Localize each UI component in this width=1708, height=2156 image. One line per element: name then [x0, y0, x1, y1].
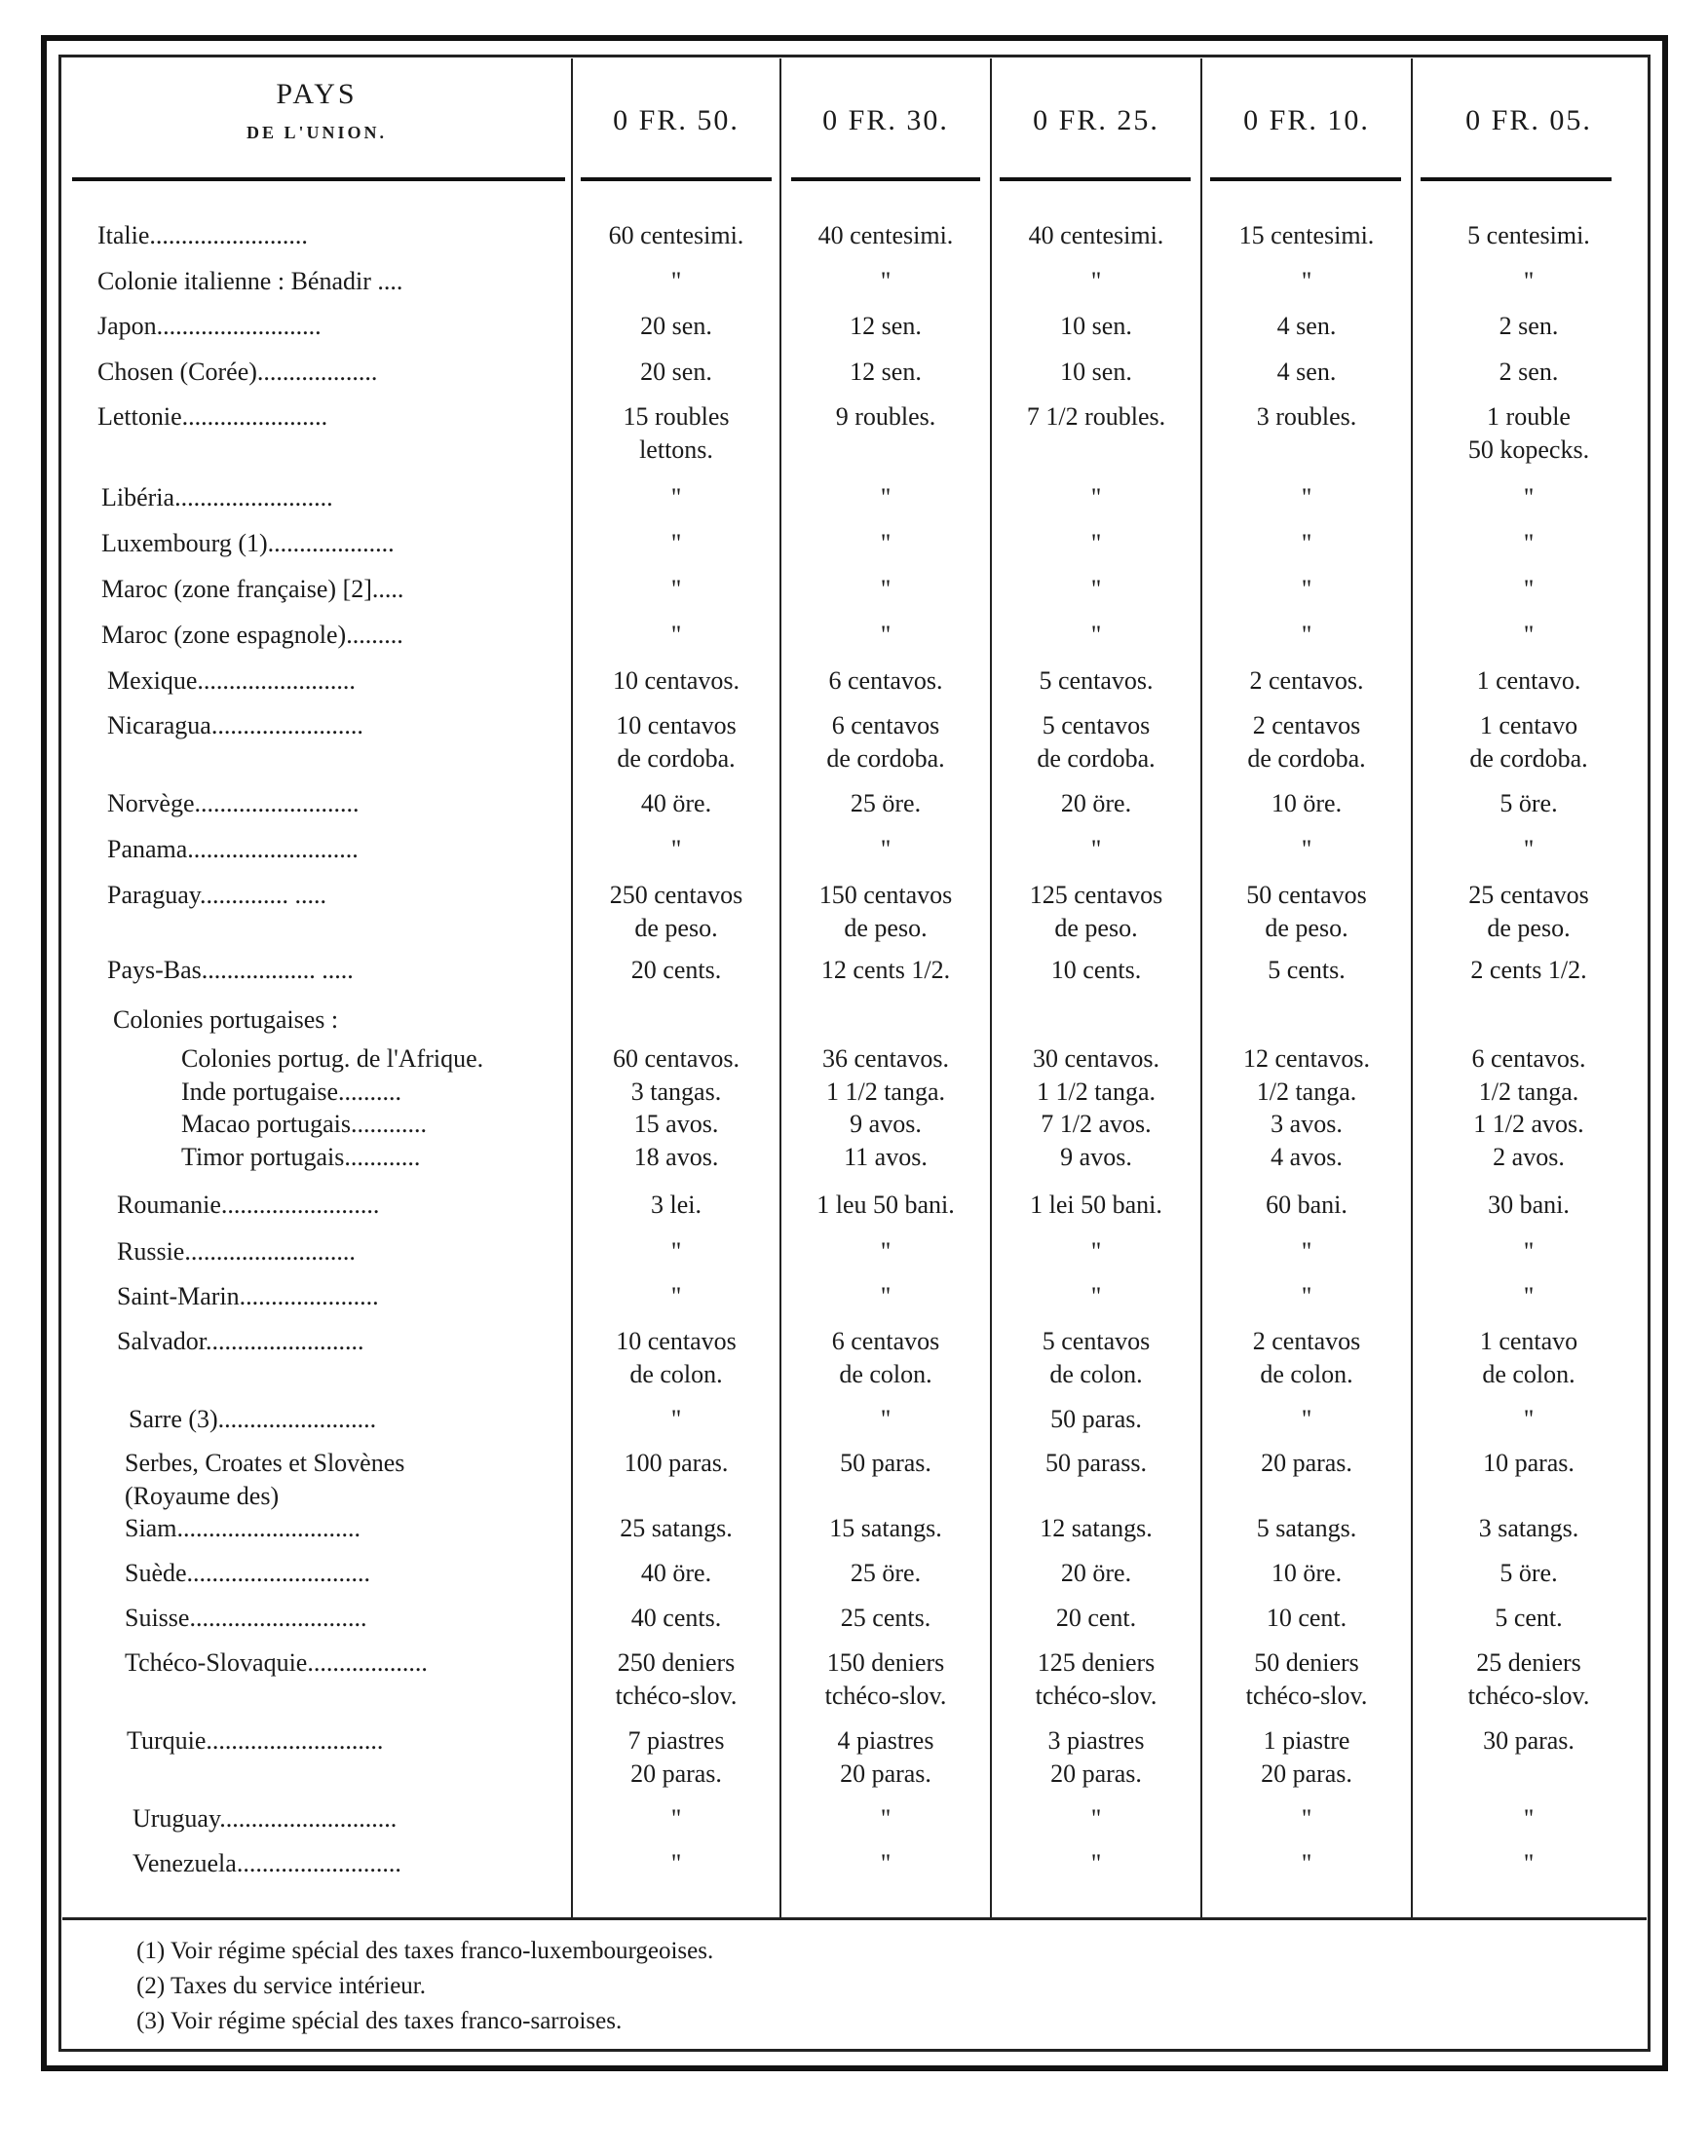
rate-cell: 7 piastres 20 paras.	[627, 1726, 725, 1788]
rate-cell: 125 deniers tchéco-slov.	[1035, 1648, 1158, 1710]
rate-cell: 3 lei.	[651, 1191, 702, 1219]
rate-cell: 25 öre.	[850, 789, 922, 817]
rate-cell: 3 piastres 20 paras.	[1047, 1726, 1145, 1788]
rate-cell: 40 cents.	[630, 1604, 722, 1632]
rate-cell: 50 centavos de peso.	[1246, 881, 1367, 942]
rate-cell: 25 deniers tchéco-slov.	[1467, 1648, 1590, 1710]
rate-cell: 1 piastre 20 paras.	[1261, 1726, 1352, 1788]
rate-cell: 3 roubles.	[1256, 402, 1357, 431]
rate-cell: 5 cent.	[1495, 1604, 1563, 1632]
rate-cell: 2 sen.	[1499, 358, 1559, 386]
rate-cell: 125 centavos de peso.	[1029, 881, 1163, 942]
rate-cell: 36 centavos.	[822, 1044, 949, 1073]
rate-cell: "	[1301, 1405, 1312, 1433]
header-pays-title: PAYS	[276, 78, 358, 110]
rate-cell: 10 centavos de colon.	[616, 1327, 737, 1388]
rate-cell: 20 cent.	[1055, 1604, 1137, 1632]
rate-cell: "	[880, 835, 892, 863]
rate-cell: 4 avos.	[1271, 1143, 1343, 1171]
footnotes	[136, 1934, 713, 2039]
header-rule	[1421, 177, 1612, 181]
row-label: Timor portugais............	[181, 1143, 421, 1171]
rate-cell: 6 centavos.	[828, 666, 943, 695]
rate-cell: "	[670, 575, 682, 603]
row-label: Nicaragua........................	[107, 711, 363, 739]
row-label: Mexique.........................	[107, 666, 356, 695]
rate-cell: 1 rouble 50 kopecks.	[1467, 402, 1590, 464]
row-label: Maroc (zone espagnole).........	[101, 621, 403, 649]
rate-cell: 50 deniers tchéco-slov.	[1245, 1648, 1368, 1710]
rate-cell: "	[1301, 1804, 1312, 1833]
rate-cell: "	[1301, 835, 1312, 863]
row-label: Inde portugaise..........	[181, 1078, 402, 1106]
rate-cell: "	[670, 621, 682, 649]
rate-cell: "	[1523, 1804, 1535, 1833]
rate-cell: 12 sen.	[850, 312, 922, 340]
rate-cell: "	[1301, 529, 1312, 557]
rate-cell: 15 centesimi.	[1238, 221, 1375, 249]
rate-cell: 5 satangs.	[1256, 1514, 1357, 1542]
row-label: Libéria.........................	[101, 483, 333, 511]
rate-cell: 20 sen.	[640, 312, 712, 340]
row-label: Chosen (Corée)...................	[97, 358, 378, 386]
rate-cell: 11 avos.	[844, 1143, 928, 1171]
row-label: Panama...........................	[107, 835, 359, 863]
rate-cell: 12 sen.	[850, 358, 922, 386]
rate-cell: 100 paras.	[624, 1449, 729, 1477]
row-label: Lettonie.......................	[97, 402, 328, 431]
rate-cell: "	[880, 529, 892, 557]
rate-cell: 15 roubles lettons.	[623, 402, 730, 464]
rate-cell: "	[1301, 1282, 1312, 1310]
row-label: Italie.........................	[97, 221, 308, 249]
rate-cell: 9 avos.	[850, 1110, 922, 1138]
rate-cell: "	[1523, 267, 1535, 295]
row-label: Salvador.........................	[117, 1327, 364, 1355]
rate-cell: 10 öre.	[1271, 1559, 1343, 1587]
row-label: Colonie italienne : Bénadir ....	[97, 267, 403, 295]
rate-cell: "	[1301, 1849, 1312, 1877]
rate-cell: 3 satangs.	[1478, 1514, 1579, 1542]
rate-cell: "	[880, 1405, 892, 1433]
rate-cell: "	[1301, 267, 1312, 295]
rate-cell: "	[670, 483, 682, 511]
rate-cell: 3 tangas.	[630, 1078, 722, 1106]
rate-cell: "	[880, 483, 892, 511]
rate-cell: 6 centavos.	[1471, 1044, 1586, 1073]
rate-cell: 7 1/2 roubles.	[1026, 402, 1166, 431]
rate-cell: "	[1523, 1237, 1535, 1266]
rate-cell: "	[670, 1849, 682, 1877]
rate-cell: 1 centavo.	[1476, 666, 1581, 695]
rate-cell: "	[1523, 529, 1535, 557]
rate-cell: 60 centavos.	[613, 1044, 740, 1073]
header-rule	[1000, 177, 1191, 181]
rate-cell: 5 öre.	[1499, 1559, 1558, 1587]
rate-cell: 60 centesimi.	[608, 221, 744, 249]
rate-cell: "	[880, 267, 892, 295]
row-label: Pays-Bas.................. .....	[107, 956, 354, 984]
rate-cell: 12 centavos.	[1243, 1044, 1370, 1073]
header-pays	[68, 58, 565, 183]
rate-cell: "	[1090, 1804, 1102, 1833]
rate-cell: 60 bani.	[1266, 1191, 1347, 1219]
rate-cell: "	[880, 1804, 892, 1833]
header-rule	[581, 177, 772, 181]
rate-cell: 15 avos.	[633, 1110, 719, 1138]
rate-cell: 1 lei 50 bani.	[1030, 1191, 1162, 1219]
rate-cell: 12 cents 1/2.	[820, 956, 951, 984]
rate-cell: 1 centavo de colon.	[1479, 1327, 1578, 1388]
rate-cell: 4 piastres 20 paras.	[837, 1726, 934, 1788]
row-label: Japon..........................	[97, 312, 322, 340]
header-rule	[1210, 177, 1401, 181]
rate-cell: "	[670, 835, 682, 863]
rate-cell: 1/2 tanga.	[1478, 1078, 1579, 1106]
rate-cell: 5 öre.	[1499, 789, 1558, 817]
row-label: Tchéco-Slovaquie...................	[125, 1648, 428, 1677]
row-label: Turquie............................	[127, 1726, 384, 1755]
rate-cell: "	[880, 575, 892, 603]
rate-cell: 1 leu 50 bani.	[816, 1191, 955, 1219]
rate-cell: 20 cents.	[630, 956, 722, 984]
rate-cell: 25 öre.	[850, 1559, 922, 1587]
row-label: Serbes, Croates et Slovènes (Royaume des)	[125, 1449, 405, 1510]
rate-cell: 20 sen.	[640, 358, 712, 386]
rate-cell: "	[1090, 1282, 1102, 1310]
rate-cell: "	[1523, 835, 1535, 863]
rate-cell: "	[670, 1282, 682, 1310]
rate-cell: "	[670, 1804, 682, 1833]
rate-cell: 9 roubles.	[835, 402, 936, 431]
rate-cell: 5 centesimi.	[1467, 221, 1590, 249]
rate-cell: 15 satangs.	[829, 1514, 942, 1542]
rate-cell: 5 centavos de colon.	[1042, 1327, 1151, 1388]
rate-cell: "	[1090, 621, 1102, 649]
rate-cell: 50 parass.	[1045, 1449, 1147, 1477]
rate-cell: 10 cents.	[1050, 956, 1142, 984]
rate-cell: "	[1090, 1849, 1102, 1877]
rate-cell: 30 bani.	[1488, 1191, 1570, 1219]
rate-cell: "	[670, 529, 682, 557]
rate-cell: "	[1523, 483, 1535, 511]
rate-cell: "	[1523, 1849, 1535, 1877]
rate-cell: 1 1/2 tanga.	[1036, 1078, 1157, 1106]
rate-cell: 2 avos.	[1493, 1143, 1565, 1171]
rate-cell: "	[1523, 1405, 1535, 1433]
rate-cell: 5 cents.	[1268, 956, 1346, 984]
rate-cell: 30 paras.	[1483, 1726, 1575, 1755]
rate-cell: "	[670, 1405, 682, 1433]
rate-cell: 2 centavos de cordoba.	[1247, 711, 1366, 773]
rate-cell: 10 centavos.	[613, 666, 740, 695]
rate-cell: 10 sen.	[1060, 358, 1132, 386]
row-label: Sarre (3).........................	[129, 1405, 377, 1433]
rate-cell: "	[1090, 267, 1102, 295]
rate-cell: 3 avos.	[1271, 1110, 1343, 1138]
rate-cell: 10 paras.	[1483, 1449, 1575, 1477]
rate-cell: "	[880, 1849, 892, 1877]
row-label: Venezuela..........................	[133, 1849, 401, 1877]
row-label: Luxembourg (1)....................	[101, 529, 395, 557]
rate-cell: 20 öre.	[1060, 1559, 1132, 1587]
rate-cell: 150 centavos de peso.	[818, 881, 953, 942]
header-col-5: 0 FR. 05.	[1465, 104, 1592, 136]
rate-cell: 2 sen.	[1499, 312, 1559, 340]
rate-cell: "	[880, 1282, 892, 1310]
rate-cell: "	[1301, 483, 1312, 511]
rate-cell: "	[1523, 575, 1535, 603]
rate-cell: "	[1090, 835, 1102, 863]
row-label: Colonies portug. de l'Afrique.	[181, 1044, 484, 1073]
rate-cell: 10 cent.	[1266, 1604, 1347, 1632]
rate-cell: 2 cents 1/2.	[1470, 956, 1587, 984]
header-rule	[791, 177, 980, 181]
rate-cell: 9 avos.	[1060, 1143, 1132, 1171]
rate-cell: 6 centavos de cordoba.	[826, 711, 945, 773]
rate-cell: "	[1090, 1237, 1102, 1266]
rate-cell: 250 deniers tchéco-slov.	[615, 1648, 738, 1710]
rate-cell: 20 paras.	[1261, 1449, 1352, 1477]
rate-cell: 4 sen.	[1276, 312, 1337, 340]
rate-cell: 7 1/2 avos.	[1041, 1110, 1152, 1138]
rate-cell: 5 centavos.	[1039, 666, 1154, 695]
rate-cell: 10 sen.	[1060, 312, 1132, 340]
rate-cell: 40 centesimi.	[1028, 221, 1164, 249]
header-pays-subtitle: DE L'UNION.	[246, 123, 387, 142]
header-col-2: 0 FR. 30.	[822, 104, 949, 136]
footnote: (1) Voir régime spécial des taxes franco-luxembourgeoises.	[136, 1938, 714, 1964]
rate-cell: 40 centesimi.	[817, 221, 954, 249]
row-label: Norvège..........................	[107, 789, 360, 817]
rate-cell: "	[1090, 483, 1102, 511]
rate-cell: "	[1090, 529, 1102, 557]
row-label: Paraguay.............. .....	[107, 881, 327, 909]
rate-cell: "	[1301, 621, 1312, 649]
rate-cell: 40 öre.	[640, 1559, 712, 1587]
rate-cell: "	[1301, 1237, 1312, 1266]
rate-cell: 1 centavo de cordoba.	[1469, 711, 1588, 773]
header-rule	[72, 177, 565, 181]
rate-cell: 50 paras.	[1050, 1405, 1142, 1433]
rate-cell: 50 paras.	[840, 1449, 931, 1477]
rate-cell: 2 centavos de colon.	[1252, 1327, 1361, 1388]
row-label: Uruguay............................	[133, 1804, 398, 1833]
row-label: Siam.............................	[125, 1514, 361, 1542]
rate-cell: "	[880, 621, 892, 649]
rate-cell: 6 centavos de colon.	[831, 1327, 940, 1388]
row-label: Colonies portugaises :	[113, 1005, 339, 1034]
footnote: (3) Voir régime spécial des taxes franco-sarroises.	[136, 2008, 623, 2034]
rate-cell: 150 deniers tchéco-slov.	[824, 1648, 947, 1710]
rate-cell: 25 cents.	[840, 1604, 931, 1632]
rate-cell: 1 1/2 avos.	[1473, 1110, 1584, 1138]
footnote: (2) Taxes du service intérieur.	[136, 1973, 426, 1999]
row-label: Macao portugais............	[181, 1110, 428, 1138]
rate-cell: "	[670, 267, 682, 295]
rate-cell: 2 centavos.	[1249, 666, 1364, 695]
footnote-rule	[62, 1917, 1647, 1920]
row-label: Russie...........................	[117, 1237, 356, 1266]
rate-cell: 12 satangs.	[1040, 1514, 1153, 1542]
rate-cell: "	[1301, 575, 1312, 603]
header-col-1: 0 FR. 50.	[613, 104, 740, 136]
rate-cell: 1/2 tanga.	[1256, 1078, 1357, 1106]
header-col-4: 0 FR. 10.	[1243, 104, 1370, 136]
rate-cell: 25 centavos de peso.	[1468, 881, 1589, 942]
rate-cell: 25 satangs.	[620, 1514, 733, 1542]
rate-cell: 10 centavos de cordoba.	[616, 711, 737, 773]
row-label: Suède.............................	[125, 1559, 371, 1587]
rate-cell: 4 sen.	[1276, 358, 1337, 386]
rate-cell: 10 öre.	[1271, 789, 1343, 817]
header-col-3: 0 FR. 25.	[1033, 104, 1159, 136]
rate-cell: 5 centavos de cordoba.	[1037, 711, 1156, 773]
rate-cell: "	[1523, 1282, 1535, 1310]
rate-cell: 250 centavos de peso.	[609, 881, 743, 942]
row-label: Suisse............................	[125, 1604, 367, 1632]
rate-cell: 1 1/2 tanga.	[825, 1078, 946, 1106]
row-label: Saint-Marin......................	[117, 1282, 379, 1310]
rate-cell: 20 öre.	[1060, 789, 1132, 817]
rate-cell: 18 avos.	[633, 1143, 719, 1171]
row-label: Maroc (zone française) [2].....	[101, 575, 404, 603]
rate-cell: "	[1523, 621, 1535, 649]
rate-cell: 40 öre.	[640, 789, 712, 817]
rate-cell: 30 centavos.	[1033, 1044, 1159, 1073]
row-label: Roumanie.........................	[117, 1191, 380, 1219]
rate-cell: "	[1090, 575, 1102, 603]
rate-cell: "	[880, 1237, 892, 1266]
rate-cell: "	[670, 1237, 682, 1266]
